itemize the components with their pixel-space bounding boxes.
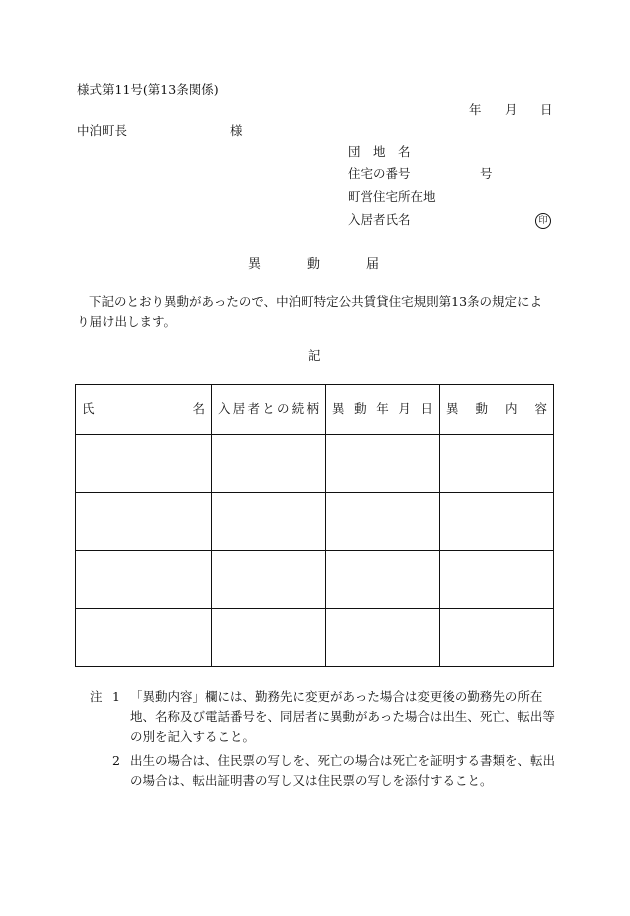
records-table: [75, 384, 554, 667]
table-cell[interactable]: [440, 435, 554, 493]
note-item-2: [90, 751, 555, 791]
table-row: [76, 493, 554, 551]
title-char-2: 動: [307, 257, 321, 272]
header-cell-change-date: [326, 385, 440, 435]
note-number: 2: [112, 753, 120, 768]
addressee-honorific: 様: [230, 123, 243, 138]
date-month-label: 月: [505, 102, 518, 117]
table-cell[interactable]: [76, 435, 212, 493]
table-row: [76, 551, 554, 609]
table-row: [76, 609, 554, 667]
table-cell[interactable]: [76, 493, 212, 551]
header-cell-change-details: [440, 385, 554, 435]
addressee-name: 中泊町長: [77, 123, 128, 138]
table-header-row: [76, 385, 554, 435]
note-text: 「異動内容」欄には、勤務先に変更があった場合は変更後の勤務先の所在地、名称及び電話番号を、同居者に異動があった場合は出生、死亡、転出等の別を記入すること。: [130, 689, 555, 744]
field-label-housing-address: 町営住宅所在地: [348, 189, 436, 204]
table-cell[interactable]: [440, 609, 554, 667]
header-cell-name: [76, 385, 212, 435]
header-label: 異動年月日: [332, 401, 433, 417]
seal-icon: 印: [535, 213, 551, 229]
table-cell[interactable]: [212, 609, 326, 667]
notes-section: [90, 687, 555, 791]
field-label-housing-number: 住宅の番号: [348, 166, 411, 181]
table-cell[interactable]: [76, 609, 212, 667]
form-number: 様式第11号(第13条関係): [77, 82, 219, 97]
table-cell[interactable]: [326, 493, 440, 551]
ki-label: 記: [308, 348, 321, 363]
note-number: 1: [112, 689, 120, 704]
table-cell[interactable]: [212, 551, 326, 609]
table-cell[interactable]: [440, 493, 554, 551]
table-row: [76, 435, 554, 493]
field-label-resident-name: 入居者氏名: [348, 212, 411, 227]
note-text: 出生の場合は、住民票の写しを、死亡の場合は死亡を証明する書類を、転出の場合は、転出証明書の写し又は住民票の写しを添付すること。: [130, 753, 556, 788]
notes-label: 注: [90, 689, 103, 704]
title-char-1: 異: [248, 257, 262, 272]
header-label: 異動内容: [446, 401, 547, 417]
table-cell[interactable]: [326, 551, 440, 609]
table-cell[interactable]: [212, 493, 326, 551]
title-char-3: 届: [366, 257, 380, 272]
header-label: 氏名: [82, 401, 205, 417]
body-text: 下記のとおり異動があったので、中泊町特定公共賃貸住宅規則第13条の規定により届け出します。: [77, 294, 543, 329]
table-cell[interactable]: [326, 435, 440, 493]
header-cell-relationship: [212, 385, 326, 435]
table-cell[interactable]: [76, 551, 212, 609]
table-cell[interactable]: [440, 551, 554, 609]
field-label-complex-name: 団 地 名: [348, 144, 411, 159]
note-item-1: [90, 687, 555, 747]
housing-number-suffix: 号: [480, 166, 493, 181]
table-cell[interactable]: [326, 609, 440, 667]
header-label: 入居者との続柄: [218, 401, 319, 417]
date-day-label: 日: [540, 102, 553, 117]
table-cell[interactable]: [212, 435, 326, 493]
date-year-label: 年: [469, 102, 482, 117]
